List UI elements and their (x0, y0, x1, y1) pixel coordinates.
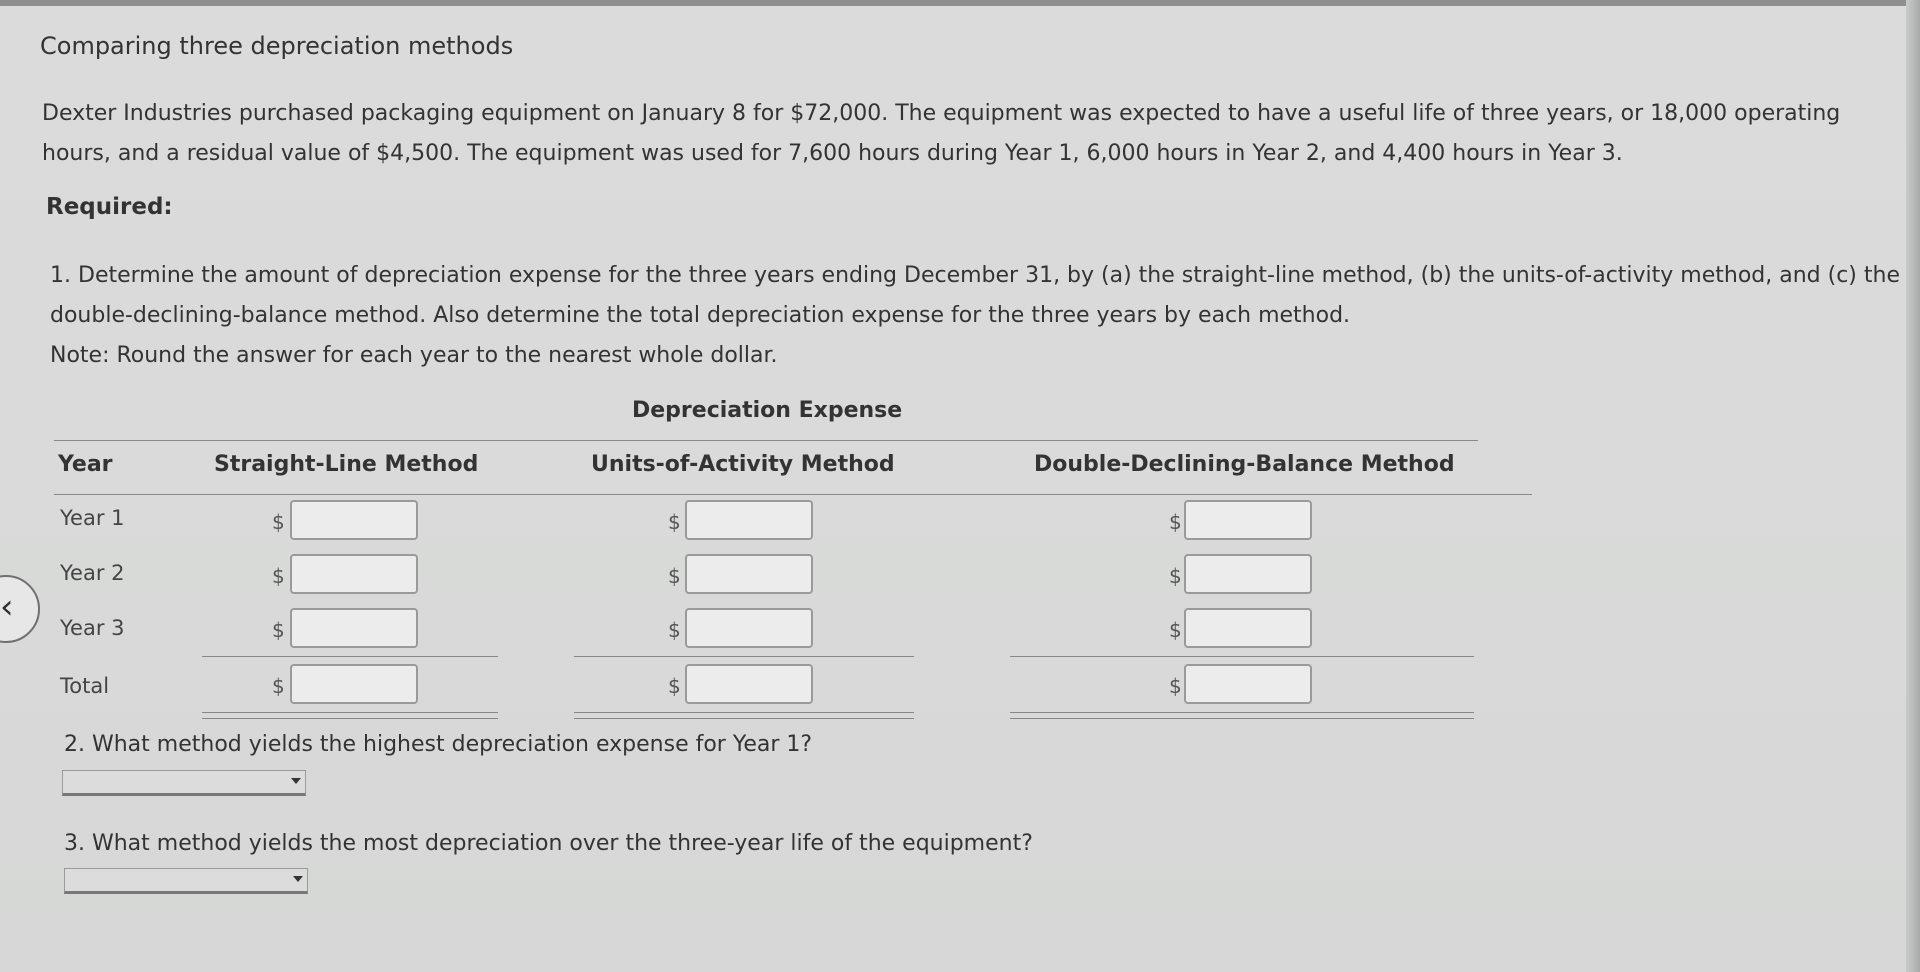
units-of-activity-total-input[interactable] (685, 664, 813, 704)
problem-description: Dexter Industries purchased packaging equipment on January 8 for $72,000. The equipment was expected to have a useful life of three years, or 18,000 operating hours, and a residual value of $4,500. The equipment was used for 7,600 hours during Year 1, 6,000 hours in Year 2, and 4,400 hours in Year 3. (42, 101, 1841, 166)
currency-symbol: $ (1169, 564, 1182, 588)
question-3-text: 3. What method yields the most depreciation over the three-year life of the equipment? (64, 831, 1033, 856)
currency-symbol: $ (668, 618, 681, 642)
depreciation-expense-header: Depreciation Expense (632, 398, 903, 423)
dropdown-arrow-icon (291, 778, 301, 784)
column-header-double-declining: Double-Declining-Balance Method (1034, 452, 1455, 477)
column-header-units-of-activity: Units-of-Activity Method (591, 452, 895, 477)
header-top-rule (54, 440, 1478, 441)
question-1-text: Determine the amount of depreciation expense for the three years ending December 31, by (a) the straight-line method, (b) the units-of-activity method, and (c) the double-declining-balance method. Also determine the total depreciation expense for the three years by each method. (50, 263, 1900, 328)
currency-symbol: $ (272, 618, 285, 642)
currency-symbol: $ (1169, 674, 1182, 698)
dropdown-arrow-icon (293, 876, 303, 882)
currency-symbol: $ (1169, 618, 1182, 642)
currency-symbol: $ (272, 674, 285, 698)
subtotal-rule (202, 656, 498, 657)
ddb-year-3-input[interactable] (1184, 608, 1312, 648)
ddb-total-input[interactable] (1184, 664, 1312, 704)
total-double-rule (1010, 712, 1474, 719)
scrollbar-edge[interactable] (1906, 0, 1920, 972)
currency-symbol: $ (272, 564, 285, 588)
straight-line-year-2-input[interactable] (290, 554, 418, 594)
question-2-text: 2. What method yields the highest depreciation expense for Year 1? (64, 732, 813, 757)
straight-line-total-input[interactable] (290, 664, 418, 704)
row-label-total: Total (60, 674, 110, 698)
chevron-left-icon: ‹ (0, 587, 14, 627)
page-title: Comparing three depreciation methods (40, 32, 514, 60)
required-heading: Required: (46, 194, 173, 220)
question-2-select[interactable] (62, 770, 306, 796)
question-3-select[interactable] (64, 868, 308, 894)
total-double-rule (202, 712, 498, 719)
subtotal-rule (1010, 656, 1474, 657)
window-top-strip (0, 0, 1920, 6)
straight-line-year-3-input[interactable] (290, 608, 418, 648)
total-double-rule (574, 712, 914, 719)
units-of-activity-year-3-input[interactable] (685, 608, 813, 648)
ddb-year-2-input[interactable] (1184, 554, 1312, 594)
ddb-year-1-input[interactable] (1184, 500, 1312, 540)
currency-symbol: $ (668, 674, 681, 698)
row-label-year-1: Year 1 (60, 506, 125, 530)
column-header-straight-line: Straight-Line Method (214, 452, 479, 477)
currency-symbol: $ (272, 510, 285, 534)
straight-line-year-1-input[interactable] (290, 500, 418, 540)
question-1-number: 1. (50, 263, 71, 288)
column-header-year: Year (58, 452, 113, 477)
row-label-year-2: Year 2 (60, 561, 125, 585)
currency-symbol: $ (668, 510, 681, 534)
units-of-activity-year-1-input[interactable] (685, 500, 813, 540)
units-of-activity-year-2-input[interactable] (685, 554, 813, 594)
currency-symbol: $ (668, 564, 681, 588)
currency-symbol: $ (1169, 510, 1182, 534)
subtotal-rule (574, 656, 914, 657)
question-1-note: Note: Round the answer for each year to the nearest whole dollar. (50, 343, 778, 368)
row-label-year-3: Year 3 (60, 616, 125, 640)
previous-tab-button[interactable] (0, 575, 40, 643)
question-1 (50, 256, 1900, 376)
header-bottom-rule (54, 494, 1532, 495)
